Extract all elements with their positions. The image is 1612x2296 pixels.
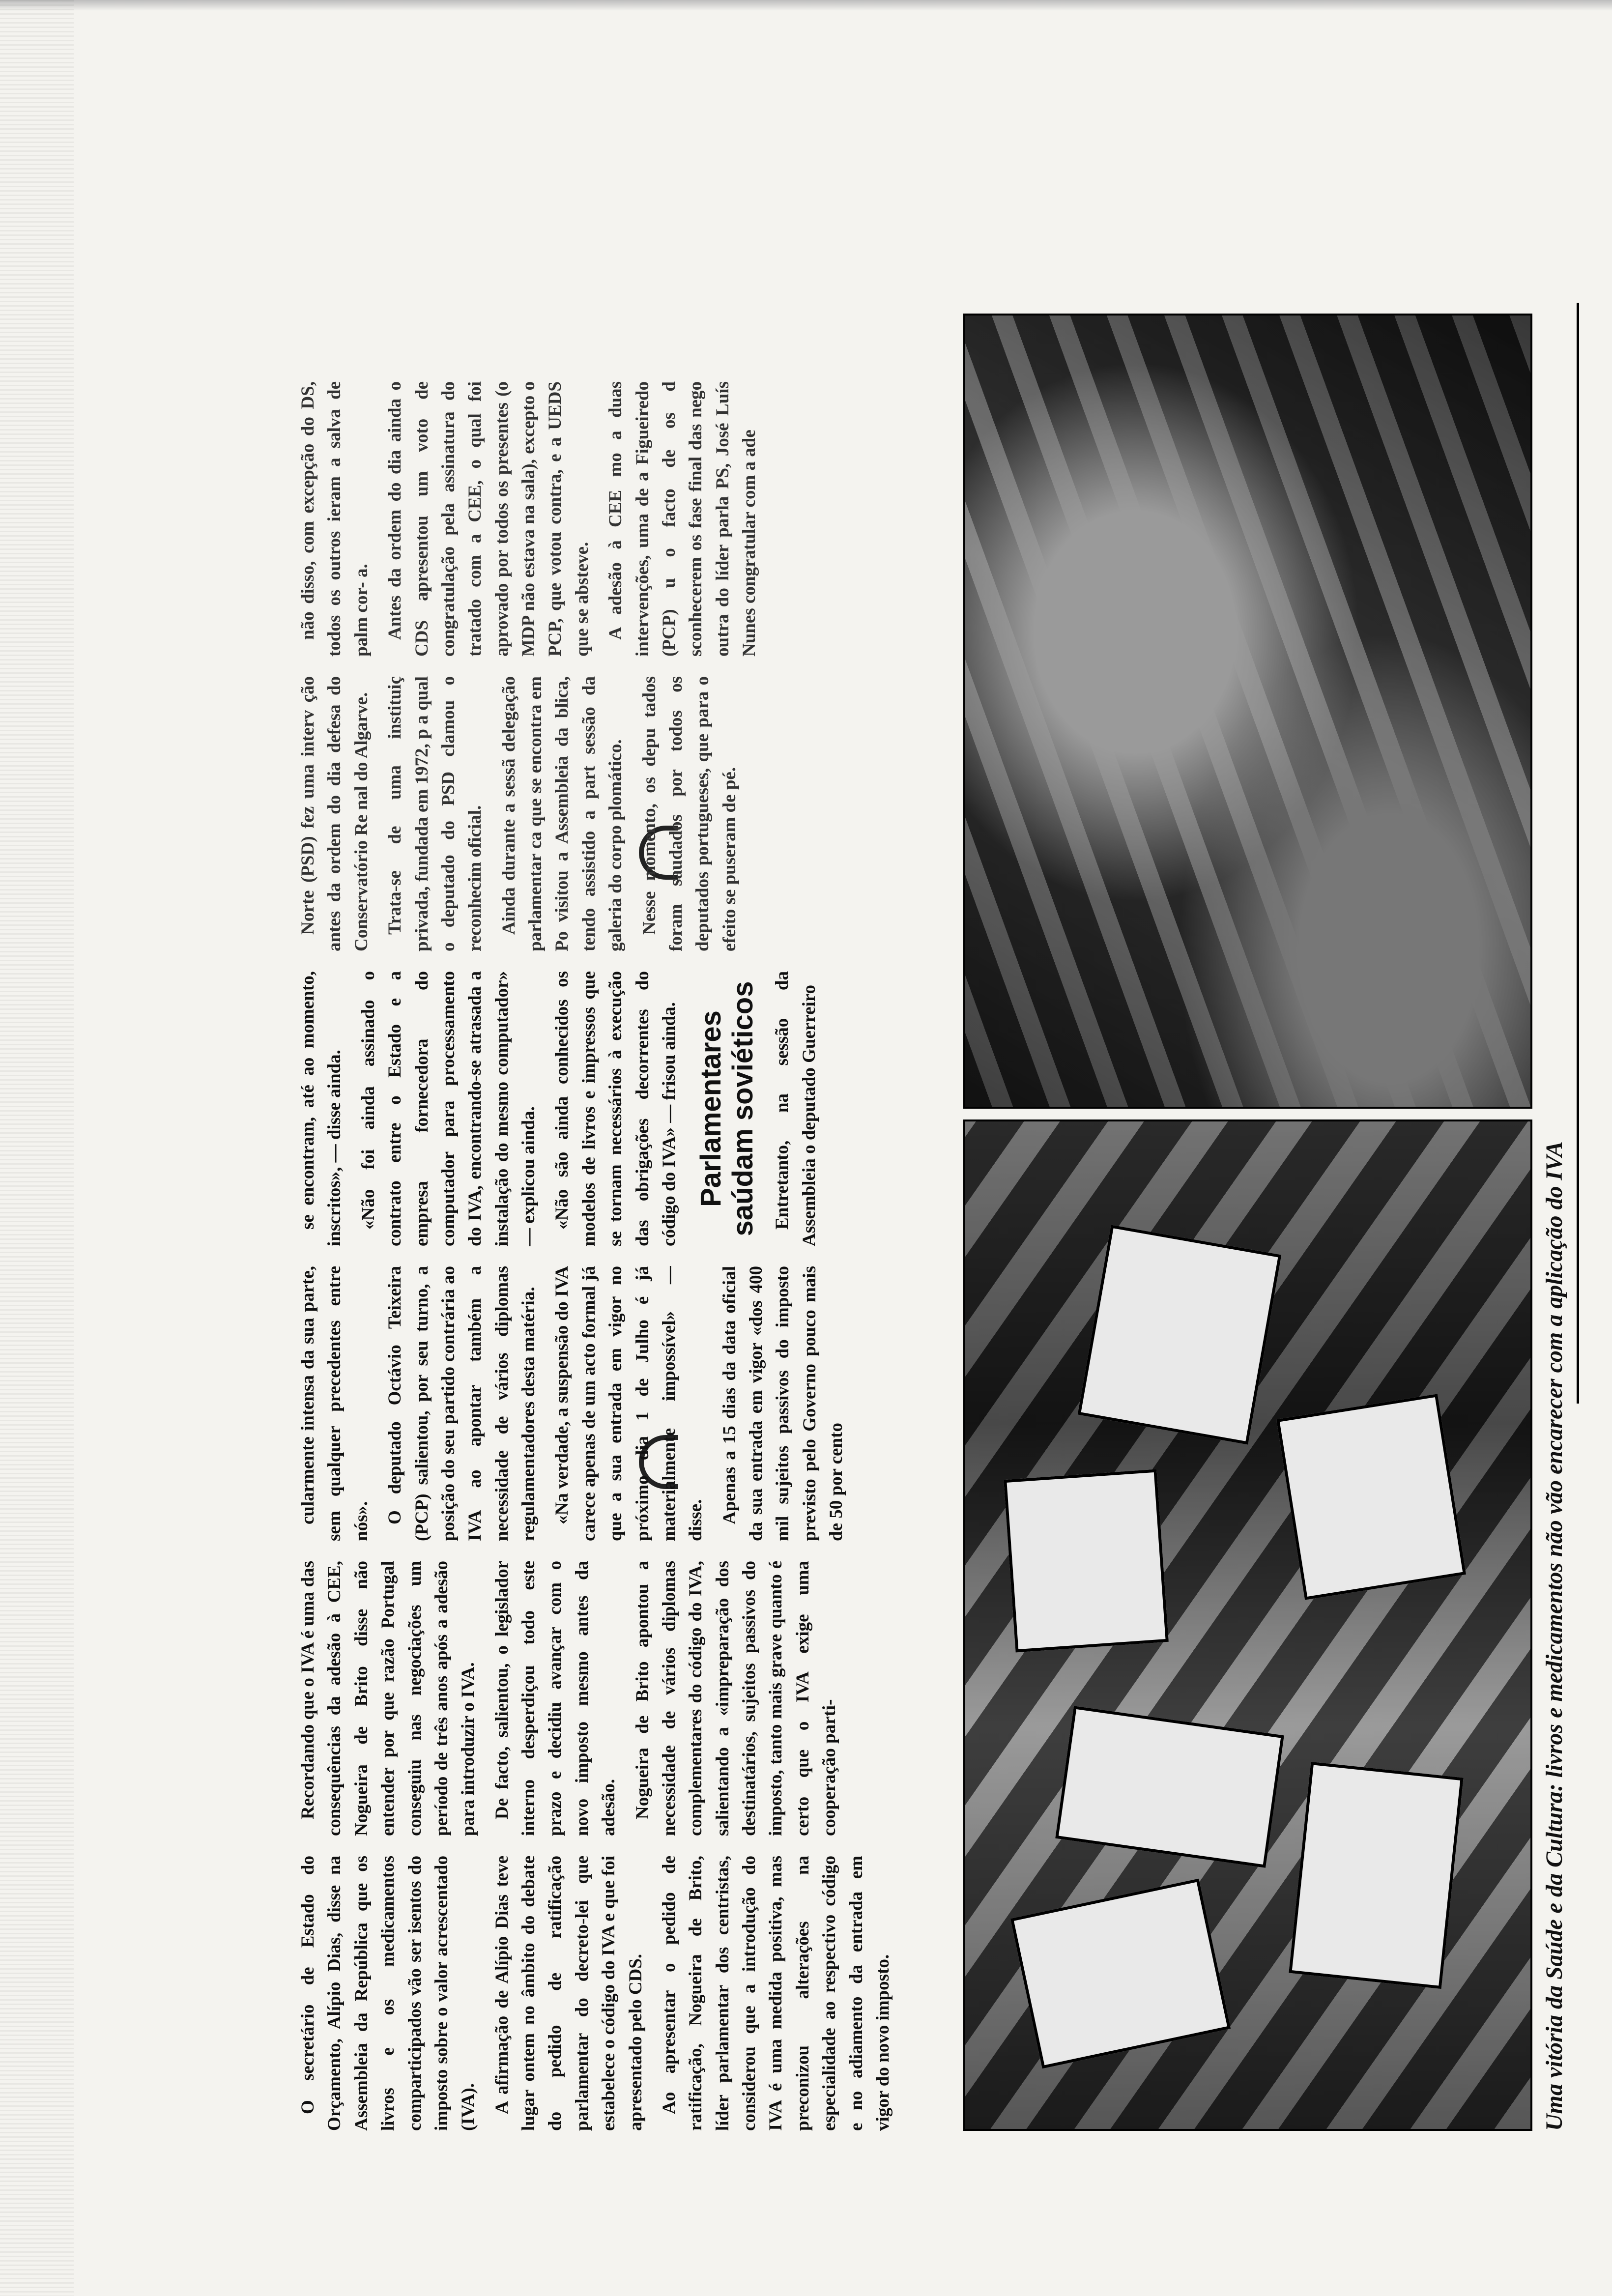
scan-top-edge [0, 0, 1612, 11]
paragraph: A afirmação de Alípio Dias teve lugar ontem no âmbito do debate do pedido de ratificação parlamentar do decreto-lei que estabelece o código do IVA e que foi apresentado pelo CDS. [491, 1856, 646, 2131]
article-column-1 [295, 1856, 939, 2131]
paragraph: Nesse momento, os depu tados foram saudados por todos os deputados portugueses, que para o efeito se puseram de pé. [639, 676, 740, 951]
paragraph: Nogueira de Brito apontou a necessidade de vários diplomas complementares do código do IVA, salientando a «impreparação dos destinatários, sujeitos passivos do imposto, tanto mais grave quanto é certo que o IVA exige uma cooperação parti- [632, 1561, 840, 1836]
article-column-3 [295, 1266, 939, 1541]
photo-books-display [963, 1119, 1532, 2131]
photo-pharmacy [963, 314, 1532, 1109]
photo-caption: Uma vitória da Saúde e da Cultura: livros e medicamentos não vão encarecer com a aplicação do IVA [1541, 1141, 1567, 2131]
photo-book-shape [1055, 1706, 1284, 1867]
caption-rule [1577, 303, 1579, 1404]
paragraph: «Na verdade, a suspensão do IVA carece apenas de um acto formal já que a sua entrada em vigor no próximo dia 1 de Julho é já materialmente impossível» — disse. [552, 1266, 706, 1541]
paragraph: Entretanto, na sessão da Assembleia o deputado Guerreiro [772, 971, 819, 1246]
paragraph: «Não são ainda conhecidos os modelos de livros e impressos que se tornam necessários à execução das obrigações decorrentes do código do IVA» — frisou ainda. [552, 971, 679, 1246]
photo-book-shape [1004, 1469, 1169, 1653]
paragraph: Antes da ordem do dia ainda o CDS apresentou um voto de congratulação pela assinatura do tratado com a CEE, o qual foi aprovado por todos os presentes (o MDP não estava na sala), excepto o PCP, que votou contra, e a UEDS que se absteve. [385, 381, 592, 657]
paragraph: O deputado Octávio Teixeira (PCP) salientou, por seu turno, a posição do seu partido contrária ao IVA ao apontar também a necessidade de vários diplomas regulamentadores desta matéria. [385, 1266, 539, 1541]
photo-book-shape [1289, 1762, 1463, 1989]
subheading: Parlamentares saúdam soviéticos [695, 981, 759, 1236]
paragraph: não disso, com excepção do DS, todos os outros ieram a salva de palm cor- a. [298, 381, 372, 657]
paragraph: Ao apresentar o pedido de ratificação, Nogueira de Brito, líder parlamentar dos centristas, considerou que a introdução do IVA é uma medida positiva, mas preconizou alterações na especialidade ao respectivo código e no adiamento da entrada em vigor do novo imposto. [659, 1856, 893, 2131]
article-column-2 [295, 1561, 939, 1836]
paragraph: O secretário de Estado do Orçamento, Alípio Dias, disse na Assembleia da República que os livros e os medicamentos comparticipados vão ser isentos do imposto sobre o valor acrescentado (IVA). [298, 1856, 479, 2131]
paragraph: Apenas a 15 dias da data oficial da sua entrada em vigor «dos 400 mil sujeitos passivos do imposto previsto pelo Governo pouco mais de 50 por cento [719, 1266, 847, 1541]
paragraph: cularmente intensa da sua parte, sem qualquer precedentes entre nós». [298, 1266, 372, 1541]
paragraph: Recordando que o IVA é uma das consequências da adesão à CEE, Nogueira de Brito disse não entender por que razão Portugal conseguiu nas negociações um período de três anos após a adesão para introduzir o IVA. [298, 1561, 479, 1836]
photo-book-shape [1010, 1879, 1231, 2069]
article-column-5 [295, 676, 939, 951]
paragraph: Trata-se de uma instituiç privada, fundada em 1972, p a qual o deputado do PSD clamou o reconhecim oficial. [385, 676, 486, 951]
article-column-6 [295, 381, 939, 657]
paragraph: se encontram, até ao momento, inscritos», — disse ainda. [298, 971, 345, 1246]
paragraph: «Não foi ainda assinado o contrato entre o Estado e a empresa fornecedora do computador para processamento do IVA, encontrando-se atrasada a instalação do mesmo computador» — explicou ainda. [358, 971, 539, 1246]
photo-book-shape [1276, 1394, 1466, 1600]
paragraph: Ainda durante a sessã delegação parlamentar ca que se encontra em Po visitou a Assembleia da blica, tendo assistido a part sessão da galeria do corpo plomático. [498, 676, 626, 951]
scan-left-noise [0, 0, 74, 2296]
paragraph: Norte (PSD) fez uma interv ção antes da ordem do dia defesa do Conservatório Re nal do Algarve. [298, 676, 372, 951]
newspaper-clipping [295, 116, 1612, 2131]
photo-book-shape [1078, 1225, 1282, 1444]
paragraph: A adesão à CEE mo a duas intervenções, uma de a Figueiredo (PCP) u o facto de os d sconhecerem os fase final das nego outra do líder parla PS, José Luís Nunes congratular com a ade [605, 381, 759, 657]
article-column-4 [295, 971, 939, 1246]
paragraph: De facto, salientou, o legislador interno desperdiçou todo este prazo e decidiu avançar com o novo imposto mesmo antes da adesão. [491, 1561, 619, 1836]
